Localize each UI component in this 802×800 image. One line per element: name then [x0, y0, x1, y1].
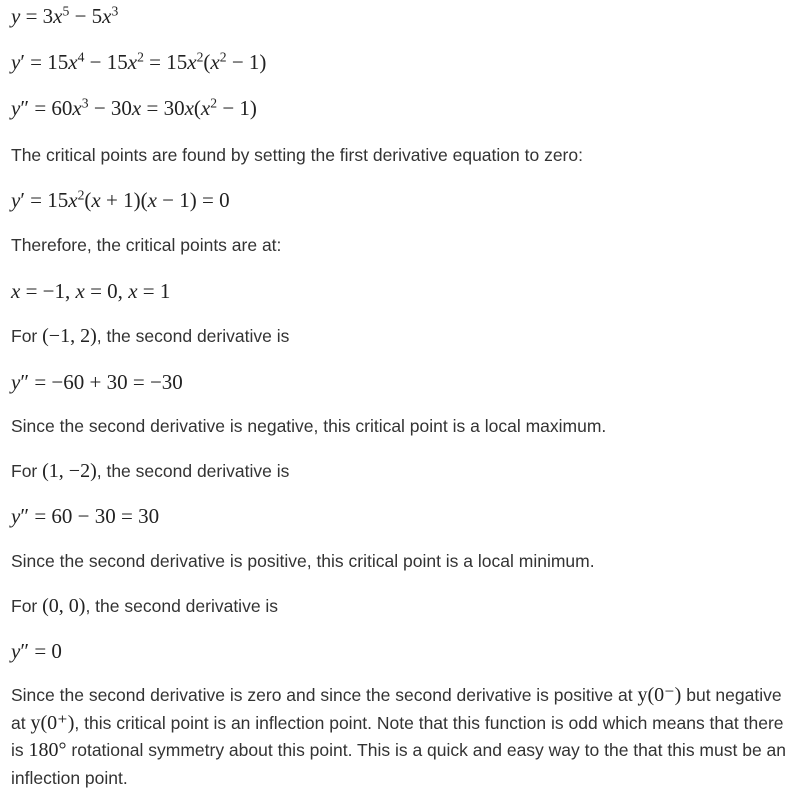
inflection-text-1: Since the second derivative is zero and since the second derivative is positive at — [11, 685, 633, 705]
point-pos1: (1, −2) — [42, 460, 97, 482]
equation-second-derivative: $y'' = 60x^3 - 30x = 30x(x^2 - 1)$ — [11, 95, 257, 120]
point-zero: (0, 0) — [42, 595, 86, 617]
equation-critical-zero: $y' = 15x^2(x + 1)(x - 1) = 0$ — [11, 187, 230, 212]
equation-first-derivative: $y' = 15x^4 - 15x^2 = 15x^2(x^2 - 1)$ — [11, 49, 267, 74]
inflection-text-3: , this critical point is an inflection point. Note that this function is odd which means that there is — [11, 712, 784, 760]
case-neg1-heading — [11, 325, 289, 348]
inflection-text-2: but negative at — [11, 685, 782, 733]
local-min-statement: Since the second derivative is positive, this critical point is a local minimum. — [11, 551, 595, 571]
local-max-statement: Since the second derivative is negative, this critical point is a local maximum. — [11, 416, 607, 436]
second-derivative-is-label: , the second derivative is — [85, 596, 279, 616]
point-neg1: (−1, 2) — [42, 325, 97, 347]
inflection-math-right-limit: y(0⁺) — [30, 711, 75, 734]
second-derivative-is-label: , the second derivative is — [96, 326, 290, 346]
critical-points-intro: The critical points are found by setting the first derivative equation to zero: — [11, 145, 583, 165]
inflection-math-left-limit: y(0⁻) — [637, 684, 682, 706]
inflection-paragraph — [11, 682, 791, 792]
critical-points-therefore: Therefore, the critical points are at: — [11, 235, 282, 255]
for-label: For — [11, 326, 38, 346]
equation-function: $y = 3x^5 - 5x^3$ — [11, 3, 119, 28]
second-derivative-is-label: , the second derivative is — [96, 461, 290, 481]
inflection-math-angle: 180° — [28, 739, 67, 761]
equation-second-at-pos1: y″ = 60 − 30 = 30 — [11, 504, 160, 528]
for-label: For — [11, 596, 38, 616]
case-zero-heading — [11, 595, 278, 618]
inflection-text-4: rotational symmetry about this point. This is a quick and easy way to the that this must be an inflection point. — [11, 740, 787, 788]
for-label: For — [11, 461, 38, 481]
case-pos1-heading — [11, 460, 289, 483]
critical-points-values: x = −1, x = 0, x = 1 — [11, 279, 171, 303]
equation-second-at-neg1: y″ = −60 + 30 = −30 — [11, 370, 183, 394]
equation-second-at-zero: y″ = 0 — [11, 639, 62, 663]
